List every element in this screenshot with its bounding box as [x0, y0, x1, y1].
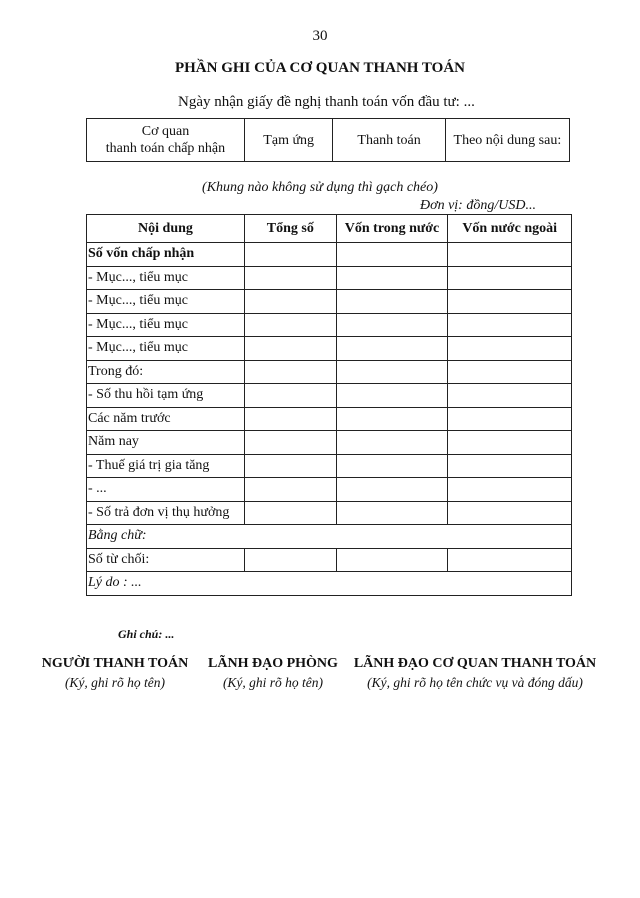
table-cell: [244, 313, 336, 337]
table-cell: [448, 548, 572, 572]
table-cell: [244, 384, 336, 408]
table-cell: [448, 290, 572, 314]
table-row: [87, 478, 572, 502]
row-label: - Thuế giá trị gia tăng: [87, 454, 245, 478]
receipt-date-line: Ngày nhận giấy đề nghị thanh toán vốn đầu tư: ...: [178, 94, 475, 110]
table-cell: [244, 431, 336, 455]
table-cell: [244, 454, 336, 478]
header-domestic: Vốn trong nước: [336, 215, 448, 243]
table-cell: [336, 360, 448, 384]
signature-agency-head: [350, 656, 600, 691]
table-cell: [244, 548, 336, 572]
table-row: [87, 431, 572, 455]
table-cell: [448, 407, 572, 431]
row-label: - Mục..., tiểu mục: [87, 313, 245, 337]
table-row: [87, 337, 572, 361]
row-label: Trong đó:: [87, 360, 245, 384]
acceptance-table: [86, 118, 570, 162]
table-row: [87, 407, 572, 431]
table-cell: [244, 501, 336, 525]
advance-cell: Tạm ứng: [244, 119, 332, 162]
table-cell: [448, 501, 572, 525]
table-cell: [448, 266, 572, 290]
table-cell: [448, 360, 572, 384]
signature-instruction: (Ký, ghi rõ họ tên): [222, 675, 324, 690]
row-label: - Số thu hồi tạm ứng: [87, 384, 245, 408]
unit-label: Đơn vị: đồng/USD...: [420, 198, 536, 213]
signature-department-head: [202, 656, 344, 691]
in-words-label: Bằng chữ:: [87, 525, 572, 549]
table-cell: [336, 384, 448, 408]
table-cell: [244, 478, 336, 502]
row-label: - Số trả đơn vị thụ hưởng: [87, 501, 245, 525]
rejected-row: [87, 548, 572, 572]
row-label: - ...: [87, 478, 245, 502]
rejected-label: Số từ chối:: [87, 548, 245, 572]
row-label: Các năm trước: [87, 407, 245, 431]
row-label: - Mục..., tiểu mục: [87, 266, 245, 290]
signature-instruction: (Ký, ghi rõ họ tên chức vụ và đóng dấu): [367, 675, 583, 690]
table-cell: [336, 501, 448, 525]
signature-payer: [30, 656, 200, 691]
table-row: [87, 501, 572, 525]
agency-label-line2: thanh toán chấp nhận: [105, 141, 226, 156]
table-cell: [448, 454, 572, 478]
table-cell: [336, 337, 448, 361]
table-cell: [448, 431, 572, 455]
table-row: [87, 360, 572, 384]
accepted-amount-table: [86, 214, 572, 596]
table-cell: [336, 431, 448, 455]
reason-label: Lý do : ...: [87, 572, 572, 596]
table-row: [87, 454, 572, 478]
table-row: [87, 313, 572, 337]
table-cell: [448, 313, 572, 337]
table-cell: [244, 337, 336, 361]
row-label: - Mục..., tiểu mục: [87, 337, 245, 361]
table-header-row: [87, 215, 572, 243]
table-cell: [244, 407, 336, 431]
agency-cell: [87, 119, 245, 162]
note-label: Ghi chú: ...: [118, 627, 175, 641]
reason-row: [87, 572, 572, 596]
payment-cell: Thanh toán: [333, 119, 445, 162]
page-title: PHẦN GHI CỦA CƠ QUAN THANH TOÁN: [174, 60, 466, 76]
header-foreign: Vốn nước ngoài: [448, 215, 572, 243]
row-label: Năm nay: [87, 431, 245, 455]
by-content-cell: Theo nội dung sau:: [445, 119, 569, 162]
table-cell: [448, 384, 572, 408]
signature-instruction: (Ký, ghi rõ họ tên): [64, 675, 166, 690]
frame-note: (Khung nào không sử dụng thì gạch chéo): [202, 180, 438, 195]
header-content: Nội dung: [87, 215, 245, 243]
table-cell: [336, 243, 448, 267]
table-cell: [336, 548, 448, 572]
in-words-row: [87, 525, 572, 549]
table-cell: [448, 478, 572, 502]
table-cell: [244, 266, 336, 290]
table-cell: [448, 337, 572, 361]
row-label: Số vốn chấp nhận: [87, 243, 245, 267]
table-cell: [244, 290, 336, 314]
header-total: Tổng số: [244, 215, 336, 243]
signature-role: LÃNH ĐẠO PHÒNG: [208, 656, 338, 671]
table-cell: [336, 290, 448, 314]
table-cell: [336, 478, 448, 502]
table-row: [87, 266, 572, 290]
table-cell: [244, 243, 336, 267]
table-row: [87, 290, 572, 314]
table-cell: [244, 360, 336, 384]
agency-label-line1: Cơ quan: [141, 124, 190, 139]
table-row: [87, 243, 572, 267]
table-cell: [336, 313, 448, 337]
table-cell: [448, 243, 572, 267]
table-cell: [336, 407, 448, 431]
page-number: 30: [312, 28, 328, 44]
table-row: [87, 384, 572, 408]
signature-role: LÃNH ĐẠO CƠ QUAN THANH TOÁN: [353, 656, 597, 671]
table-cell: [336, 454, 448, 478]
table-cell: [336, 266, 448, 290]
signature-role: NGƯỜI THANH TOÁN: [41, 656, 189, 671]
row-label: - Mục..., tiểu mục: [87, 290, 245, 314]
